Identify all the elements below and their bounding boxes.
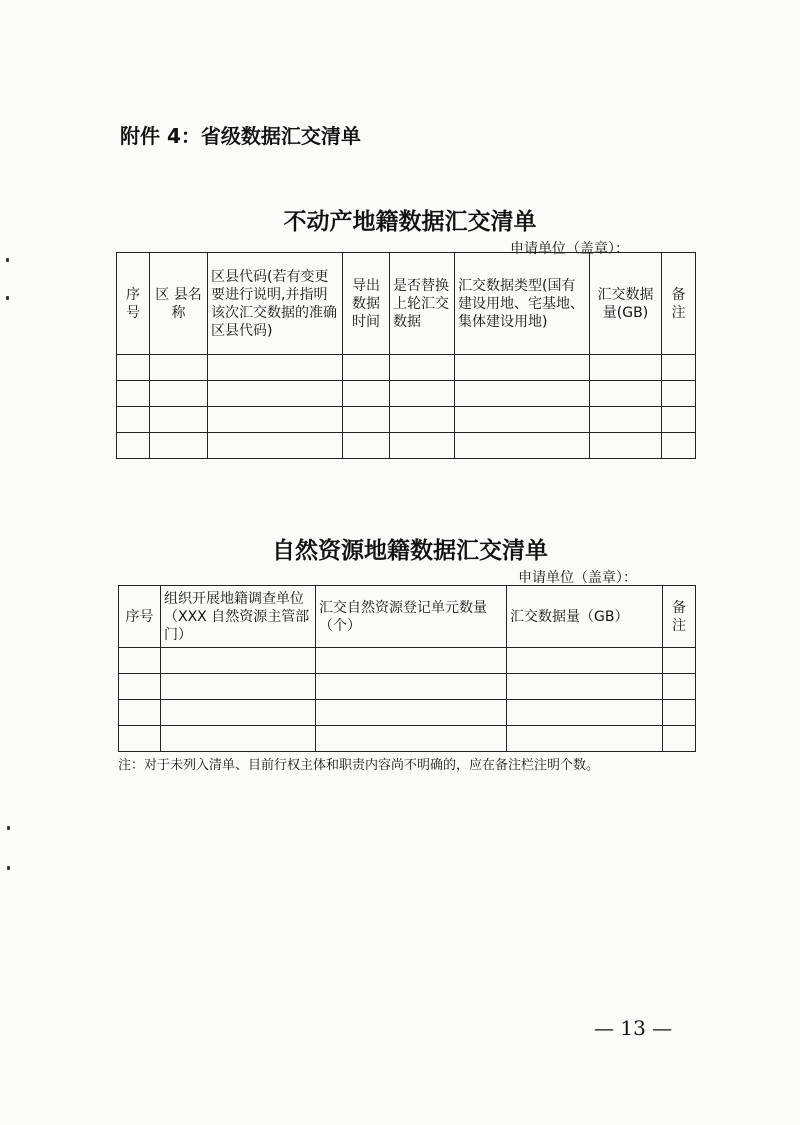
col-header-registration-units: 汇交自然资源登记单元数量（个） — [316, 586, 507, 648]
col-header-remarks: 备注 — [663, 586, 696, 648]
table-cell[interactable] — [662, 381, 696, 407]
table-cell[interactable] — [119, 700, 161, 726]
col-header-data-volume: 汇交数据量（GB） — [507, 586, 663, 648]
table-cell[interactable] — [316, 648, 507, 674]
table1-applicant-label: 申请单位（盖章）： — [510, 241, 629, 257]
table-cell[interactable] — [590, 381, 662, 407]
table-cell[interactable] — [590, 433, 662, 459]
table-cell[interactable] — [208, 381, 343, 407]
table-cell[interactable] — [390, 407, 455, 433]
table-cell[interactable] — [316, 726, 507, 752]
table-row — [119, 700, 696, 726]
table-cell[interactable] — [507, 648, 663, 674]
table-cell[interactable] — [663, 726, 696, 752]
table1-title: 不动产地籍数据汇交清单 — [283, 208, 537, 235]
table-cell[interactable] — [117, 407, 150, 433]
scan-speck — [7, 826, 10, 830]
table-cell[interactable] — [161, 674, 316, 700]
table-cell[interactable] — [390, 381, 455, 407]
table-cell[interactable] — [455, 355, 590, 381]
col-header-replace-previous: 是否替换上轮汇交数据 — [390, 253, 455, 355]
table2-applicant-label: 申请单位（盖章）： — [518, 570, 637, 586]
table-cell[interactable] — [117, 355, 150, 381]
table-row — [119, 648, 696, 674]
table-cell[interactable] — [119, 674, 161, 700]
table-cell[interactable] — [119, 648, 161, 674]
table-row — [117, 407, 696, 433]
table-cell[interactable] — [455, 381, 590, 407]
table-row — [117, 381, 696, 407]
real-estate-cadastral-table — [116, 252, 696, 459]
table-cell[interactable] — [117, 381, 150, 407]
col-header-index: 序号 — [117, 253, 150, 355]
table-cell[interactable] — [208, 407, 343, 433]
table-cell[interactable] — [663, 674, 696, 700]
scan-speck — [6, 296, 9, 300]
table-cell[interactable] — [117, 433, 150, 459]
table-cell[interactable] — [507, 726, 663, 752]
scan-speck — [7, 866, 10, 870]
table-cell[interactable] — [343, 381, 390, 407]
table-cell[interactable] — [316, 674, 507, 700]
col-header-index: 序号 — [119, 586, 161, 648]
table-row — [119, 726, 696, 752]
table-cell[interactable] — [343, 355, 390, 381]
table-cell[interactable] — [590, 407, 662, 433]
col-header-data-volume: 汇交数据量(GB) — [590, 253, 662, 355]
table-row — [117, 355, 696, 381]
table-cell[interactable] — [662, 433, 696, 459]
table-cell[interactable] — [390, 433, 455, 459]
table-cell[interactable] — [208, 433, 343, 459]
table-cell[interactable] — [161, 700, 316, 726]
table-cell[interactable] — [590, 355, 662, 381]
scan-speck — [6, 258, 9, 262]
table-cell[interactable] — [150, 433, 208, 459]
table-cell[interactable] — [662, 355, 696, 381]
col-header-survey-unit: 组织开展地籍调查单位（XXX 自然资源主管部门） — [161, 586, 316, 648]
natural-resource-cadastral-table — [118, 585, 696, 752]
table-cell[interactable] — [390, 355, 455, 381]
table-row — [119, 674, 696, 700]
table-cell[interactable] — [161, 726, 316, 752]
table-cell[interactable] — [455, 407, 590, 433]
page-number: — 13 — — [594, 1016, 673, 1040]
table-cell[interactable] — [663, 700, 696, 726]
table2-title: 自然资源地籍数据汇交清单 — [272, 537, 548, 564]
table-cell[interactable] — [507, 674, 663, 700]
col-header-data-type: 汇交数据类型(国有建设用地、宅基地、集体建设用地) — [455, 253, 590, 355]
table-cell[interactable] — [343, 433, 390, 459]
table-cell[interactable] — [150, 355, 208, 381]
table-cell[interactable] — [161, 648, 316, 674]
attachment-heading: 附件 4：省级数据汇交清单 — [120, 124, 361, 148]
table-cell[interactable] — [343, 407, 390, 433]
table-row — [117, 433, 696, 459]
table-cell[interactable] — [208, 355, 343, 381]
col-header-export-time: 导出数据时间 — [343, 253, 390, 355]
table-cell[interactable] — [663, 648, 696, 674]
table-cell[interactable] — [119, 726, 161, 752]
table-cell[interactable] — [507, 700, 663, 726]
table-cell[interactable] — [316, 700, 507, 726]
table-cell[interactable] — [455, 433, 590, 459]
table-cell[interactable] — [662, 407, 696, 433]
col-header-county-name: 区 县名称 — [150, 253, 208, 355]
table-cell[interactable] — [150, 381, 208, 407]
col-header-remarks: 备注 — [662, 253, 696, 355]
col-header-county-code: 区县代码(若有变更要进行说明,并指明该次汇交数据的准确区县代码) — [208, 253, 343, 355]
footnote: 注：对于未列入清单、目前行权主体和职责内容尚不明确的，应在备注栏注明个数。 — [118, 758, 600, 773]
table-cell[interactable] — [150, 407, 208, 433]
